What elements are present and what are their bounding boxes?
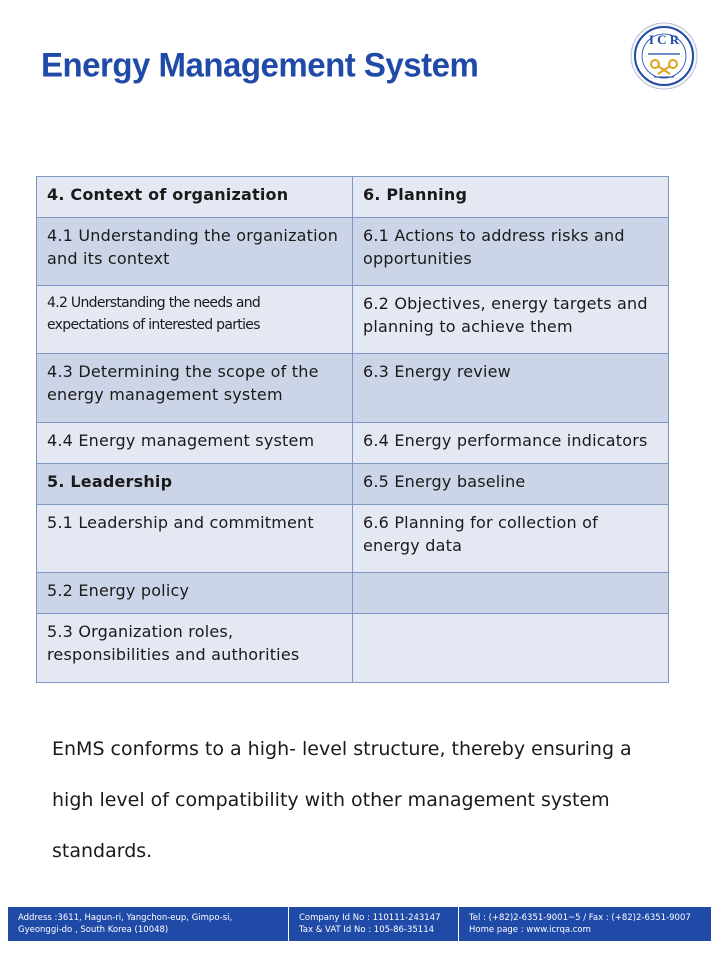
- clause-cell: 4. Context of organization: [37, 177, 353, 218]
- clause-cell: 6.1 Actions to address risks and opportunities: [353, 218, 669, 286]
- clause-cell: 4.2 Understanding the needs and expectations of interested parties: [37, 286, 353, 354]
- icr-seal-icon: [630, 22, 698, 90]
- clause-cell: 6.6 Planning for collection of energy data: [353, 505, 669, 573]
- table-row: [37, 218, 669, 286]
- page-title: Energy Management System: [41, 45, 479, 84]
- tel-fax: Tel : (+82)2-6351-9001~5 / Fax : (+82)2-6351-9007: [469, 913, 691, 923]
- clause-cell: 5.1 Leadership and commitment: [37, 505, 353, 573]
- tax-id: Tax & VAT Id No : 105-86-35114: [299, 925, 435, 935]
- clause-cell: 4.3 Determining the scope of the energy management system: [37, 354, 353, 423]
- footer-address: [8, 907, 288, 941]
- table-row: [37, 354, 669, 423]
- address-line: Gyeonggi-do , South Korea (10048): [18, 925, 169, 935]
- clause-cell: [353, 573, 669, 614]
- table-row: [37, 286, 669, 354]
- footer-ids: [288, 907, 458, 941]
- clause-cell: 6.4 Energy performance indicators: [353, 423, 669, 464]
- clause-cell: 5.3 Organization roles, responsibilities and authorities: [37, 614, 353, 683]
- table-row: [37, 464, 669, 505]
- table-row: [37, 614, 669, 683]
- table-row: [37, 423, 669, 464]
- clause-cell: [353, 614, 669, 683]
- page-footer: [8, 907, 711, 941]
- clause-cell: 6. Planning: [353, 177, 669, 218]
- logo-text: I C R: [648, 32, 680, 47]
- company-id: Company Id No : 110111-243147: [299, 913, 441, 923]
- footer-contact: [458, 907, 711, 941]
- compatibility-note: EnMS conforms to a high- level structure, thereby ensuring a high level of compatibility with other management system standards.: [52, 738, 632, 862]
- table-row: [37, 505, 669, 573]
- clause-cell: 6.5 Energy baseline: [353, 464, 669, 505]
- homepage-link[interactable]: Home page : www.icrqa.com: [469, 925, 591, 935]
- clause-cell: 6.2 Objectives, energy targets and planning to achieve them: [353, 286, 669, 354]
- table-row: [37, 573, 669, 614]
- clause-cell: 5.2 Energy policy: [37, 573, 353, 614]
- clause-table: [36, 176, 669, 683]
- table-row: [37, 177, 669, 218]
- clause-cell: 4.1 Understanding the organization and its context: [37, 218, 353, 286]
- address-line: Address :3611, Hagun-ri, Yangchon-eup, Gimpo-si,: [18, 913, 233, 923]
- clause-cell: 4.4 Energy management system: [37, 423, 353, 464]
- clause-cell: 6.3 Energy review: [353, 354, 669, 423]
- clause-cell: 5. Leadership: [37, 464, 353, 505]
